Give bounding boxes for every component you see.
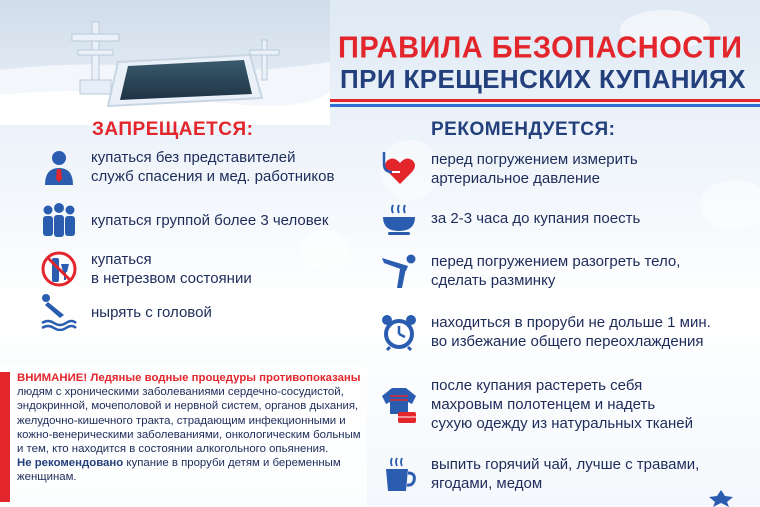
forbidden-item xyxy=(40,148,334,186)
title-stripes xyxy=(330,99,760,111)
hot-tea-icon xyxy=(380,455,418,493)
recommended-heading: РЕКОМЕНДУЕТСЯ: xyxy=(431,119,616,140)
forbidden-item-text: купаться группой более 3 человек xyxy=(91,211,329,229)
warning-text xyxy=(17,371,362,485)
recommended-item xyxy=(380,199,640,237)
warning-red-bar xyxy=(0,372,10,502)
forbidden-item-text: купаться без представителей служб спасения и мед. работников xyxy=(91,149,335,185)
warning-not-recommended: Не рекомендовано xyxy=(17,457,124,470)
forbidden-item xyxy=(40,250,252,288)
forbidden-heading: ЗАПРЕЩАЕТСЯ: xyxy=(92,119,254,140)
recommended-item xyxy=(380,150,638,188)
warning-block xyxy=(0,366,367,507)
group-people-icon xyxy=(40,201,78,239)
sweater-towel-icon xyxy=(380,386,418,424)
warning-tail: купание в проруби детям и беременным женщинам. xyxy=(17,457,341,484)
forbidden-item-text: купаться в нетрезвом состоянии xyxy=(91,251,252,287)
ice-hole-cross-photo xyxy=(0,0,330,125)
recommended-item-text: перед погружением измерить артериальное давление xyxy=(431,151,638,187)
recommended-item-text: находиться в проруби не дольше 1 мин. во избежание общего переохлаждения xyxy=(431,314,711,350)
recommended-item xyxy=(380,313,711,351)
forbidden-item xyxy=(40,201,328,239)
recommended-item xyxy=(380,376,693,433)
food-bowl-icon xyxy=(380,199,418,237)
recommended-item-text: перед погружением разогреть тело, сделать разминку xyxy=(431,253,681,289)
forbidden-item xyxy=(40,293,212,331)
warning-body: людям с хроническими заболеваниями сердечно-сосудистой, эндокринной, мочеполовой и нервной систем, органов дыхания, желудочно-кишечного тракта, страдающим инфекционными и кожно-венерическими заболеваниями, онкологическим больным и тем, кто находится в состоянии алкогольного опьянения. xyxy=(17,386,361,456)
title-line-1: ПРАВИЛА БЕЗОПАСНОСТИ xyxy=(338,31,743,65)
no-alcohol-icon xyxy=(40,250,78,288)
emblem-logo-icon xyxy=(708,490,734,507)
alarm-clock-icon xyxy=(380,313,418,351)
recommended-item-text: выпить горячий чай, лучше с травами, ягодами, медом xyxy=(431,456,700,492)
recommended-item-text: после купания растереть себя махровым полотенцем и надеть сухую одежду из натуральных тканей xyxy=(431,377,693,432)
recommended-item xyxy=(380,252,680,290)
rescuer-person-icon xyxy=(40,148,78,186)
heart-stethoscope-icon xyxy=(380,150,418,188)
warning-attention: ВНИМАНИЕ! Ледяные водные процедуры противопоказаны xyxy=(17,372,361,384)
recommended-item xyxy=(380,455,699,493)
title-line-2: ПРИ КРЕЩЕНСКИХ КУПАНИЯХ xyxy=(340,64,746,94)
stretching-person-icon xyxy=(380,252,418,290)
forbidden-item-text: нырять с головой xyxy=(91,303,212,321)
diving-person-icon xyxy=(40,293,78,331)
recommended-item-text: за 2-3 часа до купания поесть xyxy=(431,209,641,227)
poster-title xyxy=(338,32,758,94)
